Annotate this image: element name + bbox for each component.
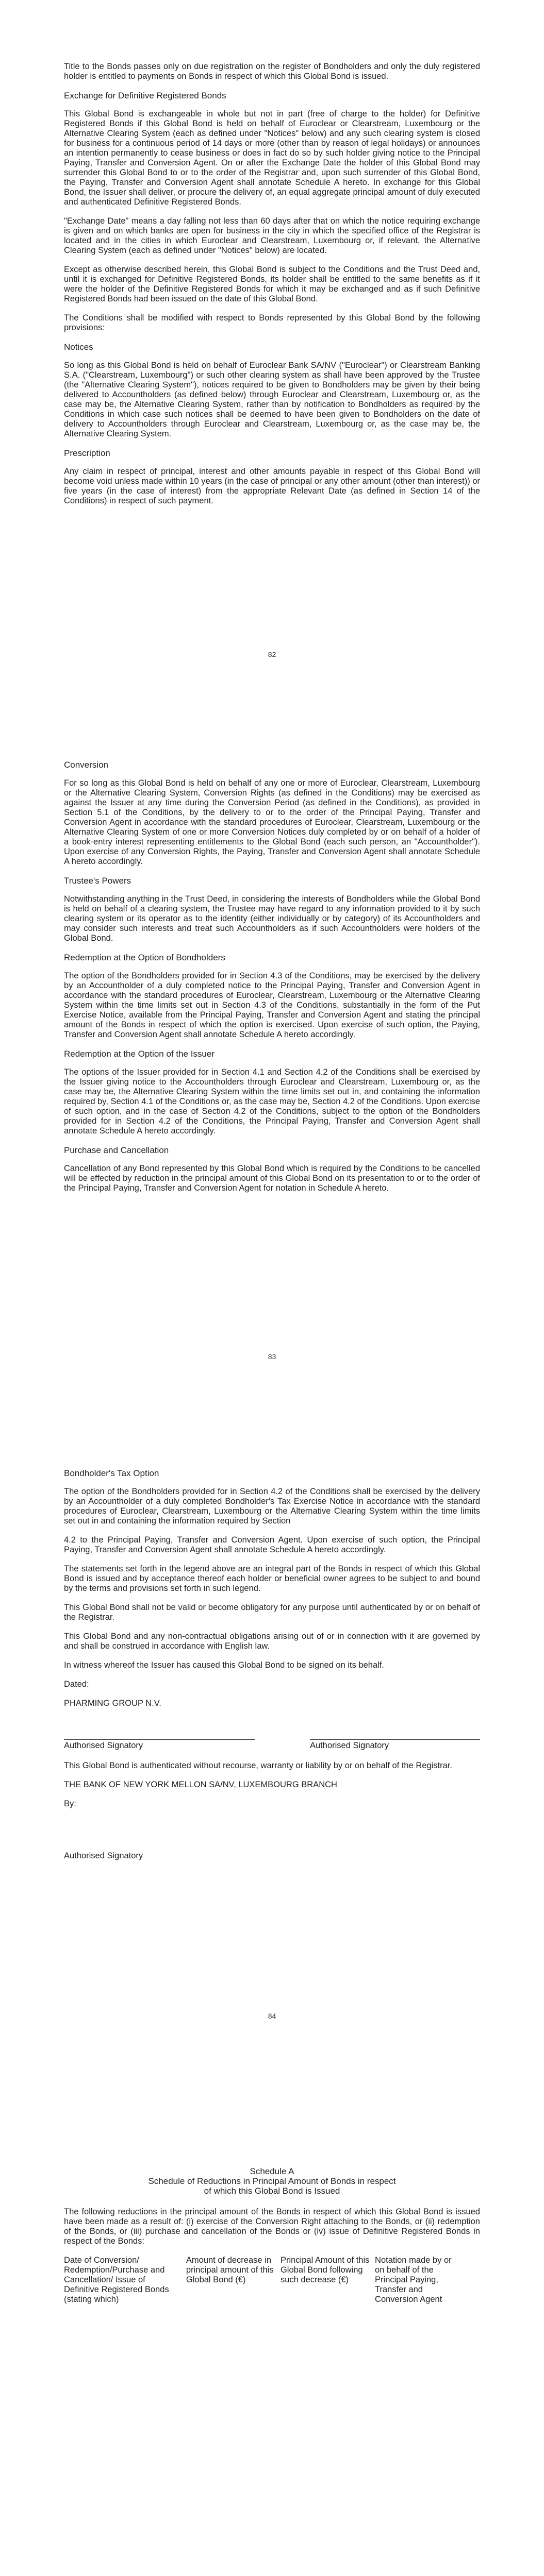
- paragraph: The options of the Issuer provided for in Section 4.1 and Section 4.2 of the Conditions shall be exercised by the Issuer giving notice to the Accountholders through Euroclear and Clearstream, Luxembourg or, as the case may be, the Alternative Clearing System within the time limits set out in, and containing the information required by, Section 4.1 of the Conditions or, as the case may be, Section 4.2 of the Conditions. Upon exercise of such option, and in the case of Section 4.2 of the Conditions, subject to the option of the Bondholders provided for in Section 4.2 of the Conditions, the Principal Paying, Transfer and Conversion Agent shall annotate Schedule A hereto accordingly.: [64, 1067, 480, 1136]
- authentication-clause: This Global Bond is authenticated without recourse, warranty or liability by or on behalf of the Registrar.: [64, 1761, 452, 1770]
- signature-row: [64, 1739, 480, 1751]
- section-heading-prescription: Prescription: [64, 448, 110, 458]
- document-page-85: [0, 2099, 544, 2576]
- section-heading-notices: Notices: [64, 342, 93, 352]
- column-header: Principal Amount of this Global Bond following such decrease (€): [280, 2256, 370, 2284]
- section-heading-tax-option: Bondholder's Tax Option: [64, 1468, 159, 1478]
- paragraph: Notwithstanding anything in the Trust Deed, in considering the interests of Bondholders while the Global Bond is held on behalf of a clearing system, the Trustee may have regard to any information provided to it by such clearing system or its operator as to the identity (either individually or by category) of its Accountholders and may consider such interests and treat such Accountholders as if such Accountholders were holders of the Global Bond.: [64, 894, 480, 943]
- column-header: Notation made by or on behalf of the Principal Paying, Transfer and Conversion Agent: [375, 2256, 452, 2304]
- document-page-82: [0, 0, 544, 688]
- column-header: Date of Conversion/ Redemption/Purchase and Cancellation/ Issue of Definitive Registered Bonds (stating which): [64, 2256, 169, 2304]
- column-header: Amount of decrease in principal amount of this Global Bond (€): [186, 2256, 274, 2284]
- paragraph: This Global Bond shall not be valid or become obligatory for any purpose until authenticated by or on behalf of the Registrar.: [64, 1603, 480, 1622]
- table-header-row: [64, 2256, 456, 2304]
- section-heading-purchase: Purchase and Cancellation: [64, 1145, 169, 1155]
- paragraph: The option of the Bondholders provided for in Section 4.2 of the Conditions shall be exercised by the delivery by an Accountholder of a duly completed Bondholder's Tax Exercise Notice in accordance with the standard procedures of Euroclear, Clearstream, Luxembourg or the Alternative Clearing System within the time limits set out in and containing the information required by Section: [64, 1487, 480, 1526]
- schedule-intro: The following reductions in the principal amount of the Bonds in respect of which this Global Bond is issued have been made as a result of: (i) exercise of the Conversion Right attaching to the Bonds, or (ii) redemption of the Bonds, or (iii) purchase and cancellation of the Bonds or (iv) issue of Definitive Registered Bonds in respect of the Bonds:: [64, 2207, 480, 2246]
- reductions-table: [64, 2256, 456, 2304]
- by-label: By:: [64, 1799, 76, 1808]
- paragraph: Cancellation of any Bond represented by this Global Bond which is required by the Conditions to be cancelled will be effected by reduction in the principal amount of this Global Bond on its presentation to or to the order of the Principal Paying, Transfer and Conversion Agent for notation in Schedule A hereto.: [64, 1164, 480, 1193]
- paragraph: This Global Bond and any non-contractual obligations arising out of or in connection with it are governed by and shall be construed in accordance with English law.: [64, 1632, 480, 1651]
- paragraph: The Conditions shall be modified with respect to Bonds represented by this Global Bond by the following provisions:: [64, 313, 480, 332]
- witness-clause: In witness whereof the Issuer has caused this Global Bond to be signed on its behalf.: [64, 1660, 384, 1670]
- paragraph: So long as this Global Bond is held on behalf of Euroclear Bank SA/NV ("Euroclear") or Clearstream Banking S.A. ("Clearstream, Luxembourg") or such other clearing system as shall have been approved by the Trustee (the "Alternative Clearing System"), notices required to be given to Bondholders may be given by their being delivered to Accountholders (as defined below) through Euroclear and Clearstream, Luxembourg or, as the case may be, the Alternative Clearing System, rather than by notification to Bondholders as required by the Conditions in which case such notices shall be deemed to have been given to Bondholders on the date of delivery to Accountholders through Euroclear and Clearstream, Luxembourg or, as the case may be, the Alternative Clearing System.: [64, 361, 480, 438]
- signature-block-left: [64, 1739, 255, 1751]
- paragraph: Title to the Bonds passes only on due registration on the register of Bondholders and only the duly registered holder is entitled to payments on Bonds in respect of which this Global Bond is issued.: [64, 62, 480, 81]
- paragraph: Any claim in respect of principal, interest and other amounts payable in respect of this Global Bond will become void unless made within 10 years (in the case of principal or any other amount (other than interest)) or five years (in the case of interest) from the appropriate Relevant Date (as defined in Section 14 of the Conditions) in respect of such payment.: [64, 467, 480, 505]
- document-page-84: [0, 1394, 544, 2099]
- issuer-name: PHARMING GROUP N.V.: [64, 1699, 161, 1708]
- paragraph: Except as otherwise described herein, this Global Bond is subject to the Conditions and the Trust Deed and, until it is exchanged for Definitive Registered Bonds, its holder shall be entitled to the same benefits as if it were the holder of the Definitive Registered Bonds for which it may be exchanged and as if such Definitive Registered Bonds had been issued on the date of this Global Bond.: [64, 265, 480, 303]
- signature-label: Authorised Signatory: [64, 1851, 143, 1860]
- section-heading-trustee: Trustee's Powers: [64, 876, 131, 886]
- section-heading-redemption-bondholders: Redemption at the Option of Bondholders: [64, 953, 225, 962]
- section-heading-redemption-issuer: Redemption at the Option of the Issuer: [64, 1049, 215, 1059]
- signature-block-right: [310, 1739, 480, 1751]
- schedule-heading: [64, 2166, 480, 2196]
- page-number: 82: [268, 650, 276, 658]
- page-number: 84: [268, 2012, 276, 2020]
- page-number: 83: [268, 1352, 276, 1361]
- signature-label: Authorised Signatory: [310, 1739, 480, 1751]
- paragraph: 4.2 to the Principal Paying, Transfer and Conversion Agent. Upon exercise of such option, the Principal Paying, Transfer and Conversion Agent shall annotate Schedule A hereto accordingly.: [64, 1535, 480, 1554]
- schedule-subtitle: Schedule of Reductions in Principal Amount of Bonds in respect of which this Global Bond is Issued: [148, 2176, 396, 2196]
- dated-label: Dated:: [64, 1680, 89, 1689]
- paragraph: For so long as this Global Bond is held on behalf of any one or more of Euroclear, Clearstream, Luxembourg or the Alternative Clearing System, Conversion Rights (as defined in the Conditions) may be exercised as against the Issuer at any time during the Conversion Period (as defined in the Conditions), as provided in Section 5.1 of the Conditions, by the delivery to or to the order of the Principal Paying, Transfer and Conversion Agent in accordance with the standard procedures of Euroclear, Clearstream, Luxembourg or the Alternative Clearing System of one or more Conversion Notices duly completed by or on behalf of a holder of a book-entry interest representing entitlements to the Global Bond (each such person, an "Accountholder"). Upon exercise of any Conversion Rights, the Paying, Transfer and Conversion Agent shall annotate Schedule A hereto accordingly.: [64, 778, 480, 866]
- signature-label: Authorised Signatory: [64, 1739, 255, 1751]
- document-page-83: [0, 688, 544, 1394]
- schedule-title: Schedule A: [250, 2166, 294, 2176]
- section-heading-conversion: Conversion: [64, 760, 108, 770]
- paragraph: This Global Bond is exchangeable in whole but not in part (free of charge to the holder) for Definitive Registered Bonds if this Global Bond is held on behalf of Euroclear or Clearstream, Luxembourg or the Alternative Clearing System (each as defined under "Notices" below) and any such clearing system is closed for business for a continuous period of 14 days or more (other than by reason of legal holidays) or announces an intention permanently to cease business or does in fact do so by such holder giving notice to the Principal Paying, Transfer and Conversion Agent. On or after the Exchange Date the holder of this Global Bond may surrender this Global Bond to or to the order of the Registrar and, upon such surrender of this Global Bond, the Paying, Transfer and Conversion Agent shall annotate Schedule A hereto. In exchange for this Global Bond, the Issuer shall deliver, or procure the delivery of, an equal aggregate principal amount of duly executed and authenticated Definitive Registered Bonds.: [64, 109, 480, 207]
- paragraph: "Exchange Date" means a day falling not less than 60 days after that on which the notice requiring exchange is given and on which banks are open for business in the city in which the specified office of the Registrar is located and in the cities in which Euroclear and Clearstream, Luxembourg or, if relevant, the Alternative Clearing System (each as defined under "Notices" below) are located.: [64, 216, 480, 255]
- paragraph: The statements set forth in the legend above are an integral part of the Bonds in respect of which this Global Bond is issued and by acceptance thereof each holder or beneficial owner agrees to be subject to and bound by the terms and provisions set forth in such legend.: [64, 1564, 480, 1593]
- registrar-name: THE BANK OF NEW YORK MELLON SA/NV, LUXEMBOURG BRANCH: [64, 1780, 337, 1789]
- paragraph: The option of the Bondholders provided for in Section 4.3 of the Conditions, may be exercised by the delivery by an Accountholder of a duly completed notice to the Principal Paying, Transfer and Conversion Agent in accordance with the standard procedures of Euroclear, Clearstream, Luxembourg or the Alternative Clearing System within the time limits set out in Section 4.3 of the Conditions, substantially in the form of the Put Exercise Notice, available from the Principal Paying, Transfer and Conversion Agent and stating the principal amount of the Bonds in respect of which the option is exercised. Upon exercise of such option, the Paying, Transfer and Conversion Agent shall annotate Schedule A hereto accordingly.: [64, 971, 480, 1039]
- section-heading-exchange: Exchange for Definitive Registered Bonds: [64, 91, 226, 100]
